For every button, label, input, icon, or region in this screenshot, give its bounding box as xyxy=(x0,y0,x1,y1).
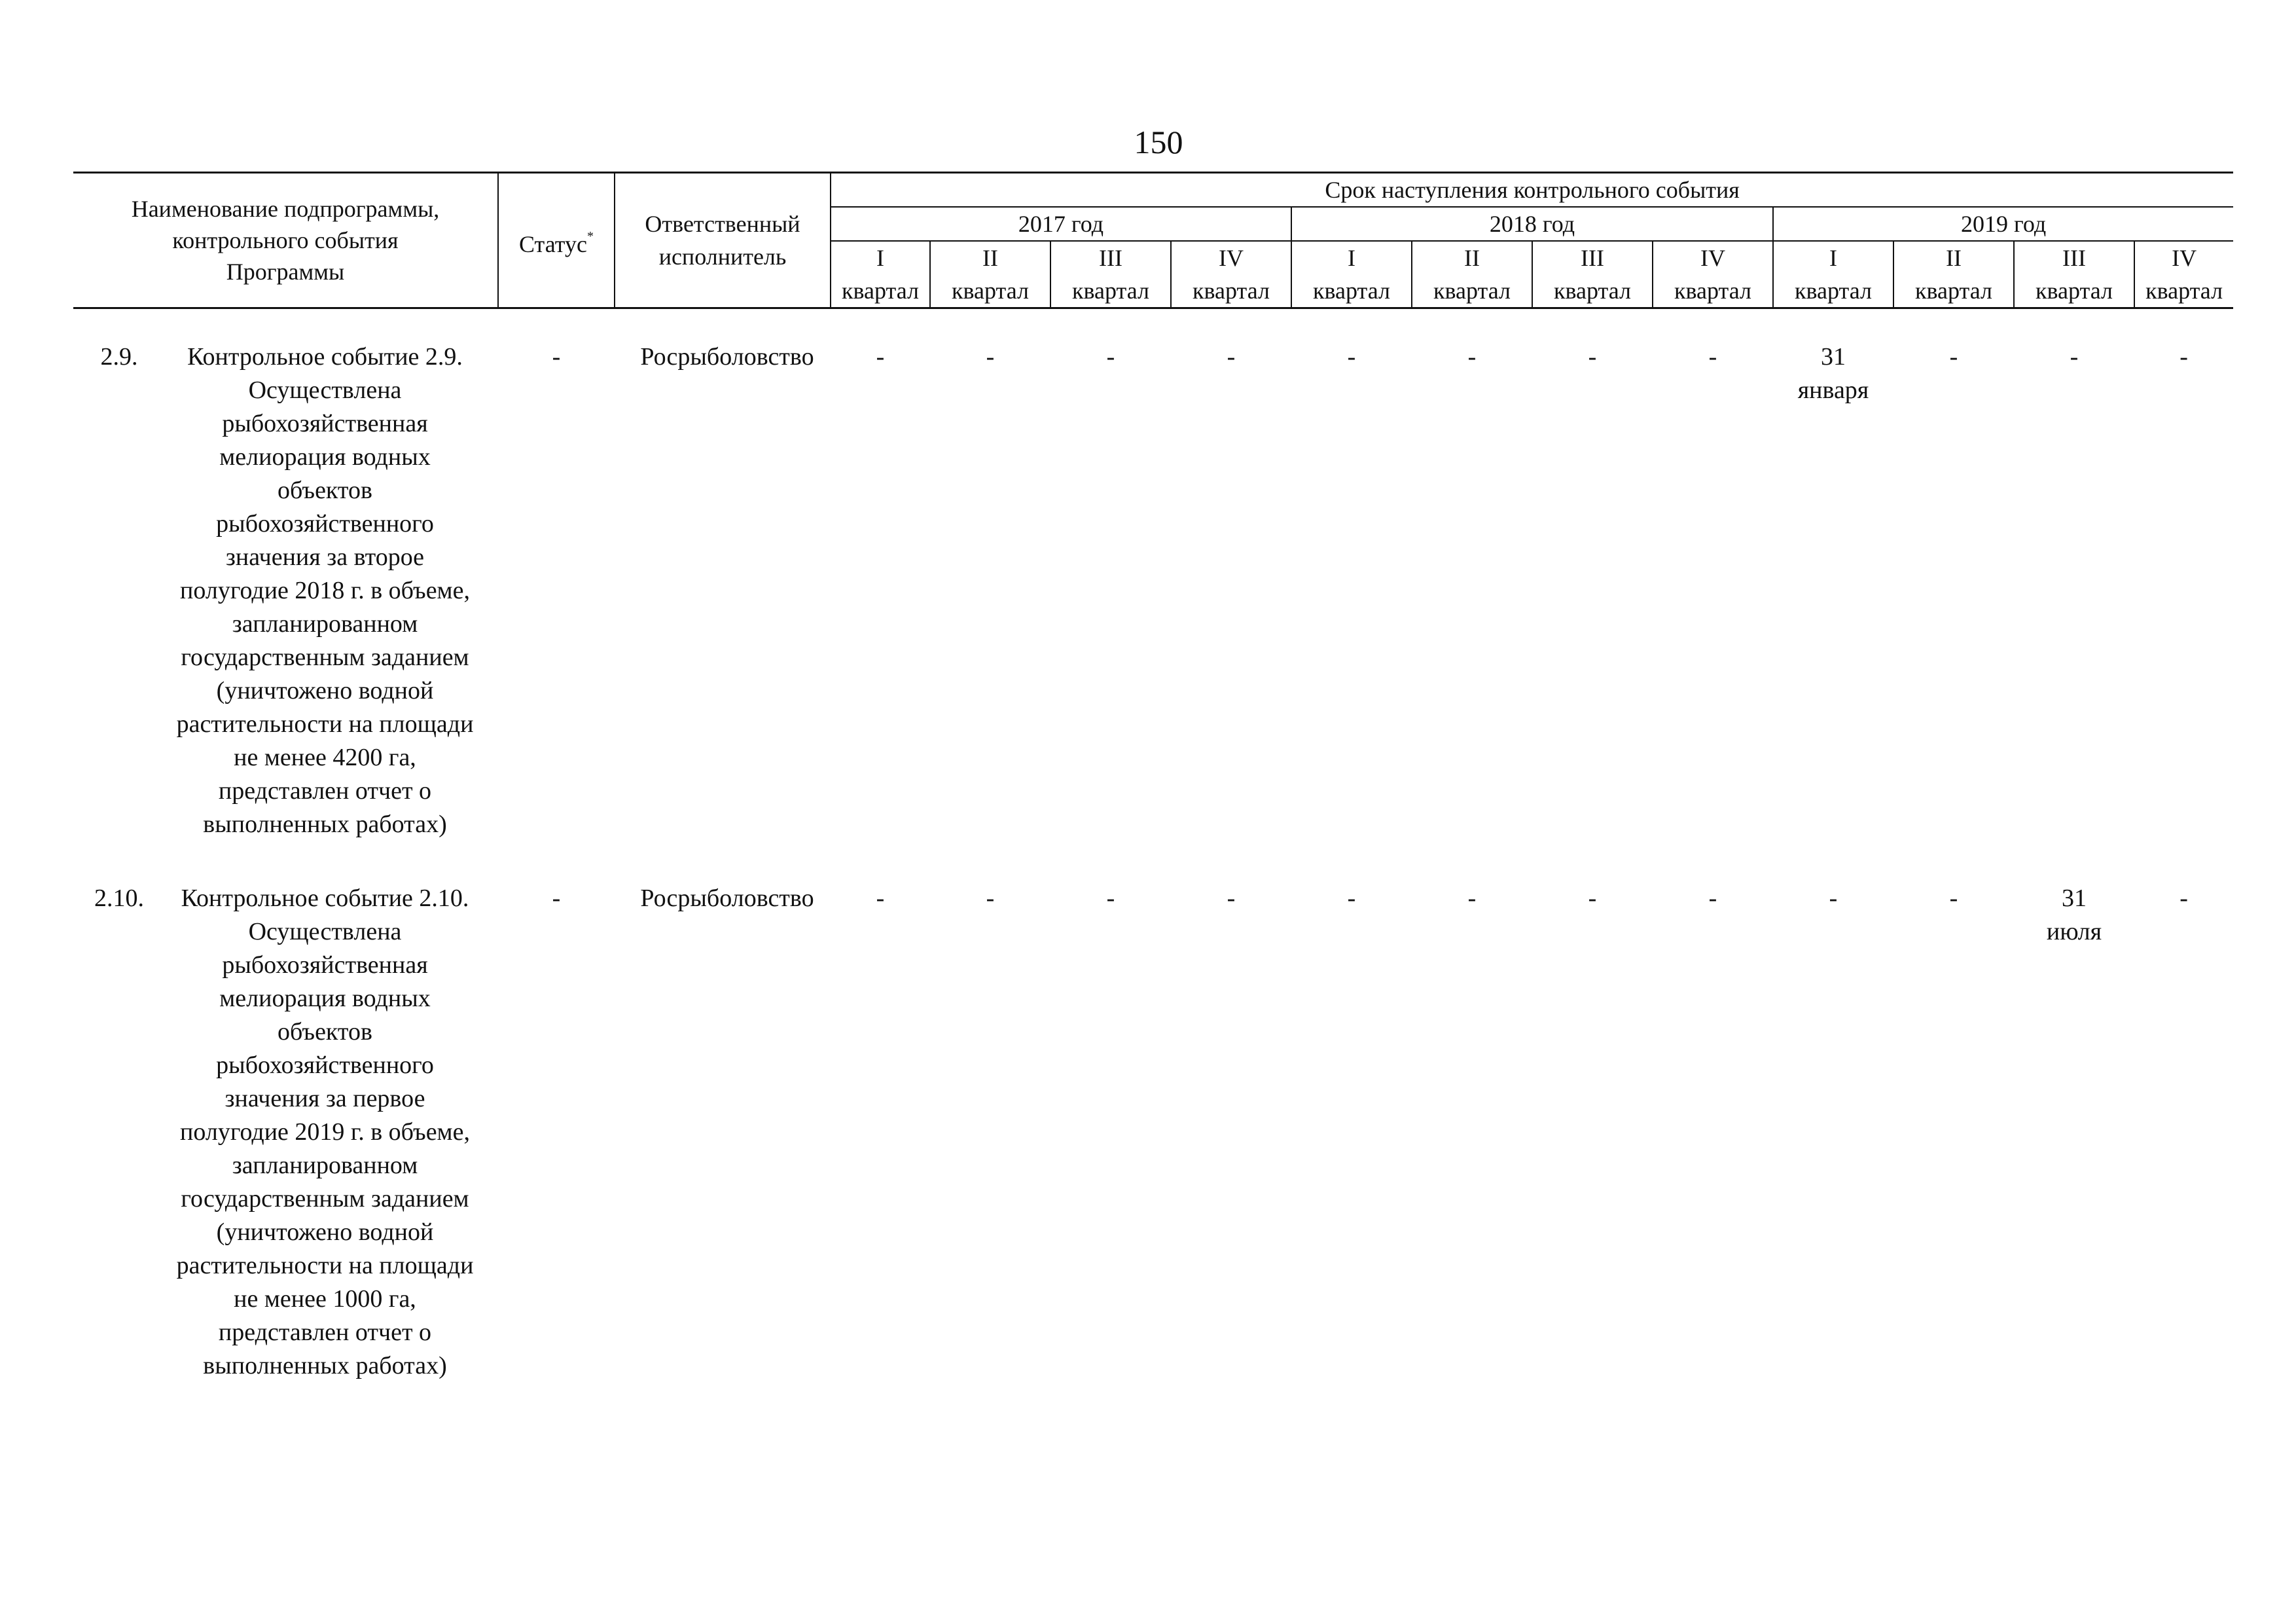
event-description-line: (уничтожено водной xyxy=(216,1218,434,1246)
quarter-word: квартал xyxy=(930,274,1050,308)
event-description-line: значения за первое xyxy=(224,1085,425,1112)
quarter-word: квартал xyxy=(1050,274,1171,308)
quarter-word: квартал xyxy=(1773,274,1893,308)
event-description-line: рыбохозяйственного xyxy=(216,1051,434,1079)
event-description-line: полугодие 2018 г. в объеме, xyxy=(180,577,470,604)
quarter-cell-line: января xyxy=(1797,376,1869,404)
quarter-word: квартал xyxy=(1291,274,1412,308)
event-description-line: рыбохозяйственная xyxy=(222,410,428,437)
quarter-cell-line: - xyxy=(2179,884,2188,912)
event-description-line: рыбохозяйственного xyxy=(216,510,434,538)
event-description-line: выполненных работах) xyxy=(203,1352,447,1379)
quarter-cell xyxy=(2014,882,2134,1383)
table-body xyxy=(73,308,2233,1383)
quarter-cell-line: - xyxy=(1949,884,1958,912)
event-description-line: объектов xyxy=(278,477,372,504)
quarter-cell: - xyxy=(1227,343,1236,371)
header-status-column: Статус* xyxy=(498,173,615,308)
event-description-line: государственным заданием xyxy=(181,1185,469,1213)
executor-cell: Росрыболовство xyxy=(640,884,814,912)
quarter-cell-line: - xyxy=(1949,343,1958,371)
quarter-numeral: II xyxy=(1412,241,1532,274)
quarter-cell: - xyxy=(986,343,995,371)
table-header xyxy=(73,173,2233,308)
executor-cell: Росрыболовство xyxy=(640,343,814,371)
quarter-cell: - xyxy=(1588,884,1597,912)
quarter-cell-line: 31 xyxy=(1821,343,1846,371)
quarter-word: квартал xyxy=(2014,274,2134,308)
quarter-cell: - xyxy=(1588,343,1597,371)
event-cell xyxy=(73,340,498,841)
quarter-cell: - xyxy=(1708,884,1717,912)
quarter-cell: - xyxy=(1347,343,1356,371)
event-description-line: растительности на площади xyxy=(176,710,474,738)
quarter-cell xyxy=(2134,340,2233,841)
event-description-line: Осуществлена xyxy=(248,918,402,945)
quarter-word: квартал xyxy=(1412,274,1532,308)
header-deadline-group: Срок наступления контрольного события xyxy=(831,173,2233,208)
page-number: 150 xyxy=(1134,124,1183,160)
quarter-cell: - xyxy=(1106,343,1115,371)
quarter-numeral: III xyxy=(1532,241,1653,274)
status-cell: - xyxy=(552,884,561,912)
event-cell xyxy=(73,882,498,1383)
quarter-numeral: I xyxy=(1291,241,1412,274)
event-description xyxy=(152,882,498,1383)
quarter-cell xyxy=(1893,882,2014,1383)
quarter-cell xyxy=(2134,882,2233,1383)
header-executor-column: Ответственный исполнитель xyxy=(615,173,831,308)
quarter-numeral: III xyxy=(1050,241,1171,274)
event-description-line: запланированном xyxy=(232,1152,418,1179)
table-row xyxy=(73,340,2233,841)
event-description-line: (уничтожено водной xyxy=(216,677,434,704)
quarter-cell xyxy=(2014,340,2134,841)
event-description-line: значения за второе xyxy=(225,543,425,571)
event-description-line: полугодие 2019 г. в объеме, xyxy=(180,1118,470,1146)
event-description-line: государственным заданием xyxy=(181,644,469,671)
quarter-word: квартал xyxy=(1171,274,1291,308)
quarter-cell: - xyxy=(1708,343,1717,371)
event-description-line: объектов xyxy=(278,1018,372,1046)
event-description-line: представлен отчет о xyxy=(218,1319,432,1346)
quarter-cell: - xyxy=(986,884,995,912)
event-description-line: Осуществлена xyxy=(248,376,402,404)
event-description-line: не менее 4200 га, xyxy=(234,744,416,771)
event-description-line: растительности на площади xyxy=(176,1252,474,1279)
header-year-2019: 2019 год xyxy=(1773,207,2233,241)
event-description-line: представлен отчет о xyxy=(218,777,432,805)
event-description-line: мелиорация водных xyxy=(219,443,431,471)
quarter-cell: - xyxy=(876,343,885,371)
header-year-2018: 2018 год xyxy=(1291,207,1773,241)
quarter-word: квартал xyxy=(1532,274,1653,308)
event-number: 2.9. xyxy=(100,343,138,371)
quarter-cell: - xyxy=(1106,884,1115,912)
quarter-cell: - xyxy=(1467,343,1477,371)
quarter-cell-line: 31 xyxy=(2062,884,2087,912)
table-row xyxy=(73,882,2233,1383)
event-description-line: Контрольное событие 2.10. xyxy=(181,884,469,912)
quarter-numeral: IV xyxy=(1653,241,1773,274)
event-description xyxy=(152,340,498,841)
quarter-cell xyxy=(1893,340,2014,841)
quarter-word: квартал xyxy=(1893,274,2014,308)
quarter-numeral: IV xyxy=(1171,241,1291,274)
quarter-cell xyxy=(1773,340,1893,841)
quarter-cell-line: июля xyxy=(2046,918,2102,945)
control-events-table xyxy=(73,172,2233,1383)
header-name-column: Наименование подпрограммы, контрольного события Программы xyxy=(73,173,498,308)
quarter-cell: - xyxy=(1467,884,1477,912)
quarter-cell: - xyxy=(1347,884,1356,912)
event-description-line: рыбохозяйственная xyxy=(222,951,428,979)
quarter-numeral: II xyxy=(930,241,1050,274)
event-description-line: выполненных работах) xyxy=(203,811,447,838)
event-description-line: не менее 1000 га, xyxy=(234,1285,416,1313)
header-year-2017: 2017 год xyxy=(831,207,1291,241)
quarter-numeral: I xyxy=(1773,241,1893,274)
quarter-cell-line: - xyxy=(1829,884,1838,912)
quarter-cell-line: - xyxy=(2070,343,2079,371)
quarter-word: квартал xyxy=(1653,274,1773,308)
event-number: 2.10. xyxy=(94,884,144,912)
quarter-numeral: III xyxy=(2014,241,2134,274)
quarter-word: квартал xyxy=(831,274,930,308)
quarter-numeral: IV xyxy=(2134,241,2233,274)
quarter-numeral: I xyxy=(831,241,930,274)
quarter-numeral: II xyxy=(1893,241,2014,274)
quarter-cell: - xyxy=(1227,884,1236,912)
quarter-cell xyxy=(1773,882,1893,1383)
quarter-word: квартал xyxy=(2134,274,2233,308)
event-description-line: мелиорация водных xyxy=(219,985,431,1012)
event-description-line: Контрольное событие 2.9. xyxy=(187,343,463,371)
quarter-cell-line: - xyxy=(2179,343,2188,371)
status-cell: - xyxy=(552,343,561,371)
quarter-cell: - xyxy=(876,884,885,912)
event-description-line: запланированном xyxy=(232,610,418,638)
